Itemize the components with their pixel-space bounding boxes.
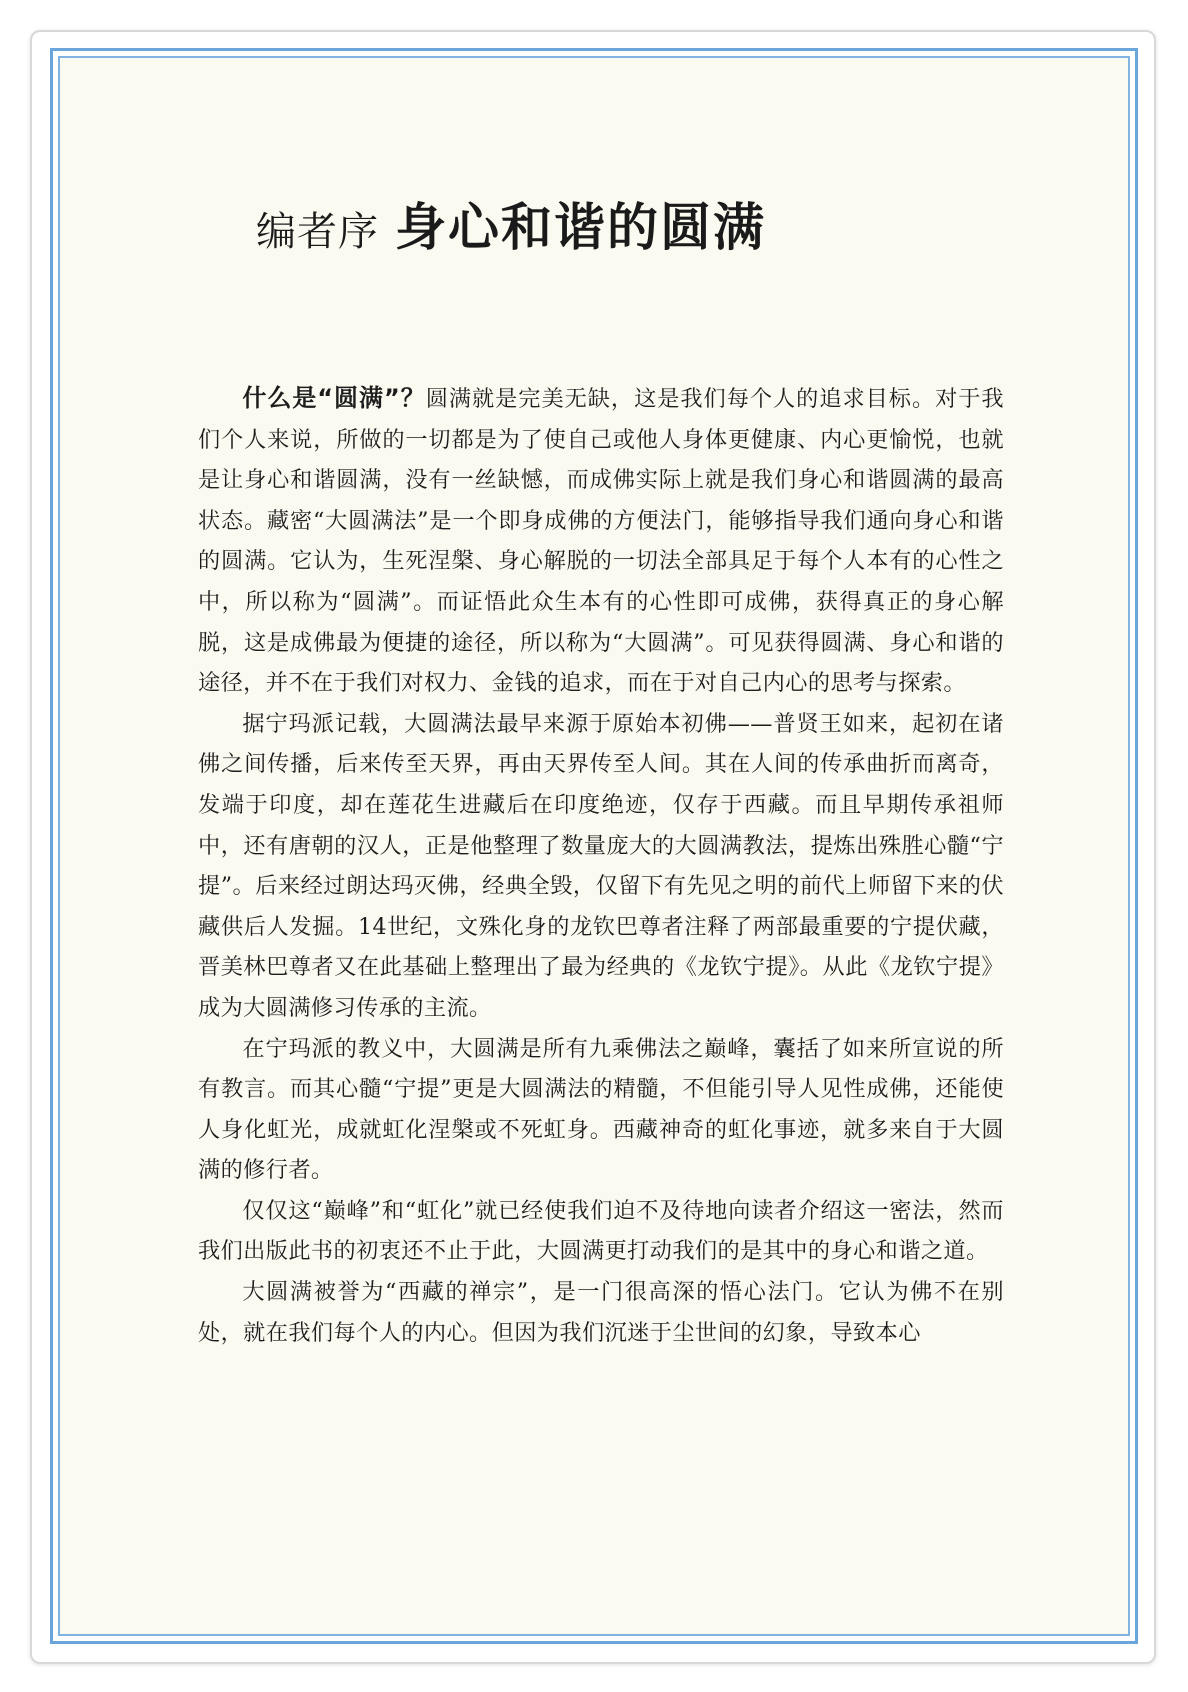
- page-title: [256, 186, 766, 260]
- body-text: [198, 378, 1004, 1353]
- paragraph-lead: 什么是“圆满”？: [242, 384, 426, 412]
- paragraph-1: [198, 378, 1004, 704]
- paragraph-4: [198, 1191, 1004, 1272]
- paragraph-3: [198, 1029, 1004, 1191]
- book-page: [58, 56, 1130, 1636]
- title-main: 身心和谐的圆满: [395, 199, 767, 258]
- paragraph-text: 仅仅这“巅峰”和“虹化”就已经使我们迫不及待地向读者介绍这一密法，然而我们出版此书的初衷还不止于此，大圆满更打动我们的是其中的身心和谐之道。: [198, 1197, 1004, 1265]
- paragraph-text: 据宁玛派记载，大圆满法最早来源于原始本初佛——普贤王如来，起初在诸佛之间传播，后来传至天界，再由天界传至人间。其在人间的传承曲折而离奇，发端于印度，却在莲花生进藏后在印度绝迹，仅存于西藏。而且早期传承祖师中，还有唐朝的汉人，正是他整理了数量庞大的大圆满教法，提炼出殊胜心髓“宁提”。后来经过朗达玛灭佛，经典全毁，仅留下有先见之明的前代上师留下来的伏藏供后人发掘。14世纪，文殊化身的龙钦巴尊者注释了两部最重要的宁提伏藏，晋美林巴尊者又在此基础上整理出了最为经典的《龙钦宁提》。从此《龙钦宁提》成为大圆满修习传承的主流。: [198, 710, 1004, 1021]
- paragraph-5: [198, 1272, 1004, 1353]
- paragraph-text: 大圆满被誉为“西藏的禅宗”，是一门很高深的悟心法门。它认为佛不在别处，就在我们每个人的内心。但因为我们沉迷于尘世间的幻象，导致本心: [198, 1279, 1004, 1346]
- paragraph-2: [198, 704, 1004, 1029]
- paragraph-text: 在宁玛派的教义中，大圆满是所有九乘佛法之巅峰，囊括了如来所宣说的所有教言。而其心髓“宁提”更是大圆满法的精髓，不但能引导人见性成佛，还能使人身化虹光，成就虹化涅槃或不死虹身。西藏神奇的虹化事迹，就多来自于大圆满的修行者。: [198, 1035, 1004, 1184]
- paragraph-text: 圆满就是完美无缺，这是我们每个人的追求目标。对于我们个人来说，所做的一切都是为了使自己或他人身体更健康、内心更愉悦，也就是让身心和谐圆满，没有一丝缺憾，而成佛实际上就是我们身心和谐圆满的最高状态。藏密“大圆满法”是一个即身成佛的方便法门，能够指导我们通向身心和谐的圆满。它认为，生死涅槃、身心解脱的一切法全部具足于每个人本有的心性之中，所以称为“圆满”。而证悟此众生本有的心性即可成佛，获得真正的身心解脱，这是成佛最为便捷的途径，所以称为“大圆满”。可见获得圆满、身心和谐的途径，并不在于我们对权力、金钱的追求，而在于对自己内心的思考与探索。: [198, 386, 1005, 697]
- title-prefix: 编者序: [256, 209, 379, 255]
